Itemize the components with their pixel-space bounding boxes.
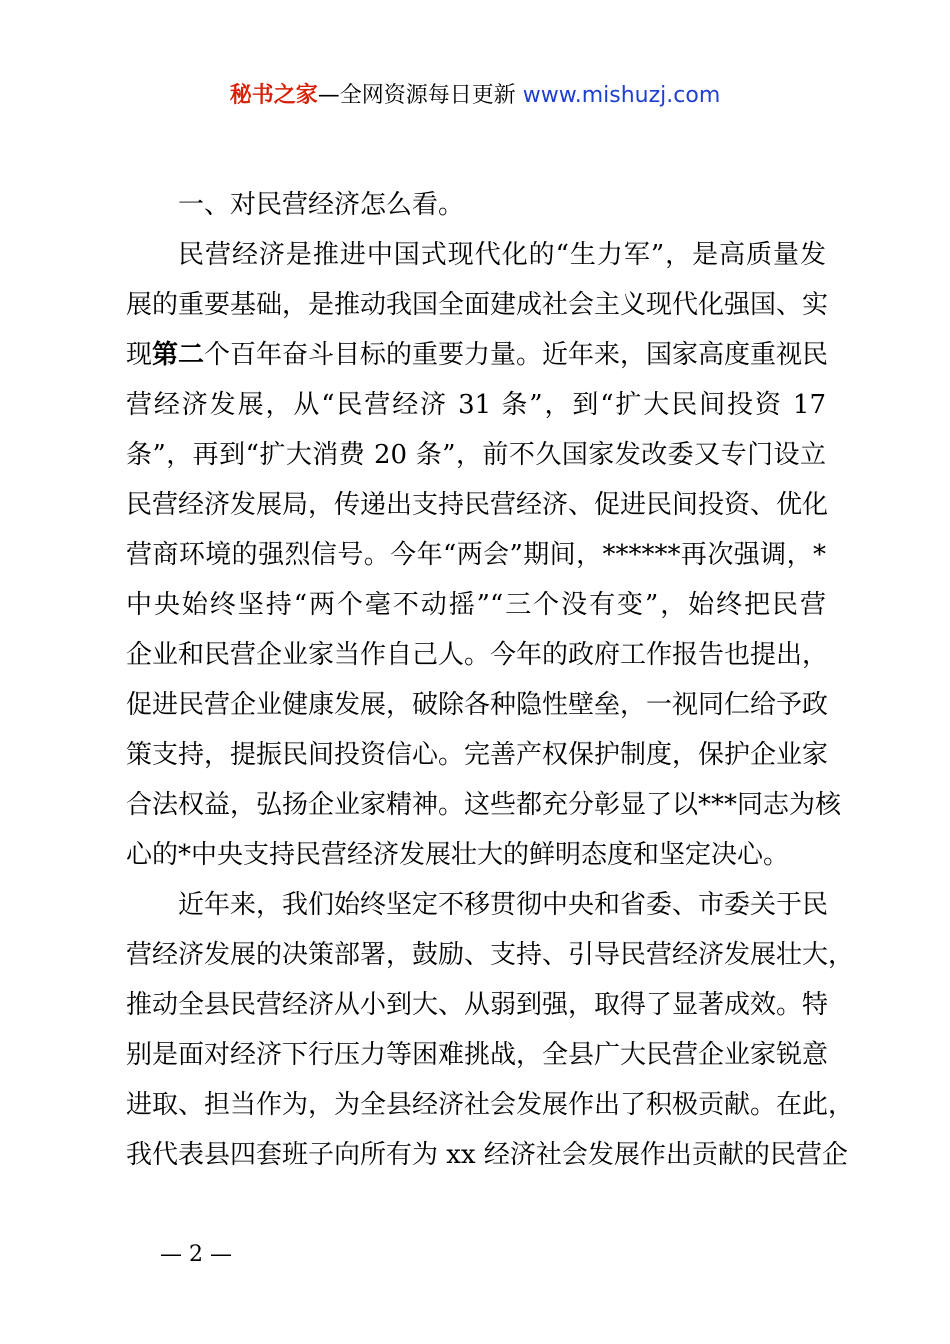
text-line: 企业和民营企业家当作自己人。今年的政府工作报告也提出， xyxy=(126,640,829,670)
text-line: 营商环境的强烈信号。今年“两会”期间，******再次强调，* xyxy=(126,540,826,570)
text-line: 营经济发展，从“民营经济 31 条”，到“扩大民间投资 17 xyxy=(126,390,826,420)
text-line: 近年来，我们始终坚定不移贯彻中央和省委、市委关于民 xyxy=(178,890,829,920)
text-line: 心的*中央支持民营经济发展壮大的鲜明态度和坚定决心。 xyxy=(126,840,790,870)
text-line: 现第二个百年奋斗目标的重要力量。近年来，国家高度重视民 xyxy=(126,340,829,370)
text-line: 民营经济是推进中国式现代化的“生力军”，是高质量发 xyxy=(178,240,826,270)
text-line: 别是面对经济下行压力等困难挑战，全县广大民营企业家锐意 xyxy=(126,1040,829,1070)
document-body xyxy=(126,180,855,1180)
text-line: 展的重要基础，是推动我国全面建成社会主义现代化强国、实 xyxy=(126,290,829,320)
emphasis-text: 第二 xyxy=(152,340,205,370)
paragraph-1 xyxy=(126,230,842,880)
text-line: 合法权益，弘扬企业家精神。这些都充分彰显了以***同志为核 xyxy=(126,790,842,820)
text-line: 进取、担当作为，为全县经济社会发展作出了积极贡献。在此， xyxy=(126,1090,855,1120)
text-line: 我代表县四套班子向所有为 xx 经济社会发展作出贡献的民营企 xyxy=(126,1140,848,1170)
text-line: 条”，再到“扩大消费 20 条”，前不久国家发改委又专门设立 xyxy=(126,440,826,470)
text-line: 促进民营企业健康发展，破除各种隐性壁垒，一视同仁给予政 xyxy=(126,690,829,720)
site-url[interactable]: www.mishuzj.com xyxy=(522,83,721,108)
text-line: 营经济发展的决策部署，鼓励、支持、引导民营经济发展壮大， xyxy=(126,940,855,970)
text-line: 推动全县民营经济从小到大、从弱到强，取得了显著成效。特 xyxy=(126,990,829,1020)
section-heading: 一、对民营经济怎么看。 xyxy=(178,190,465,220)
page-number: — 2 — xyxy=(160,1242,232,1267)
header-tagline: —全网资源每日更新 xyxy=(317,83,523,108)
paragraph-2 xyxy=(126,880,855,1180)
text-line: 民营经济发展局，传递出支持民营经济、促进民间投资、优化 xyxy=(126,490,829,520)
site-header xyxy=(0,80,950,112)
text-line: 策支持，提振民间投资信心。完善产权保护制度，保护企业家 xyxy=(126,740,829,770)
brand-name: 秘书之家 xyxy=(229,83,318,108)
text-line: 中央始终坚持“两个毫不动摇”“三个没有变”，始终把民营 xyxy=(126,590,826,620)
